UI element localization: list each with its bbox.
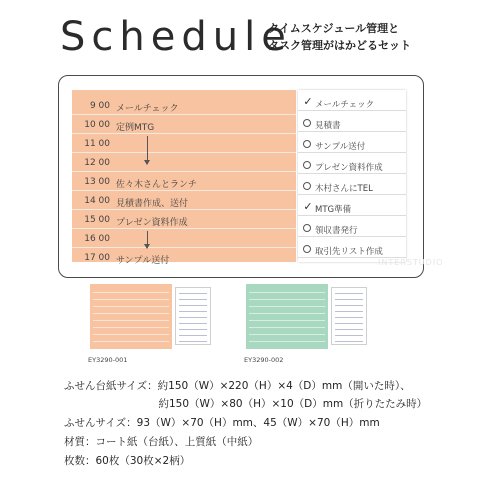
- page-title: Schedule: [60, 14, 292, 60]
- schedule-task: 定例MTG: [116, 123, 155, 133]
- product-thumbnail-green: [246, 284, 384, 349]
- circle-icon: [303, 182, 311, 190]
- product-thumbnail-orange: [90, 284, 228, 349]
- circle-icon: [303, 140, 311, 148]
- todo-text: 取引先リスト作成: [315, 247, 383, 257]
- schedule-time: 14 00: [84, 196, 110, 206]
- todo-item: [298, 241, 406, 258]
- schedule-row: [72, 210, 296, 229]
- arrow-down-icon: [147, 231, 148, 248]
- spec-line: 枚数：60枚（30枚×2柄）: [64, 455, 191, 467]
- schedule-row: [72, 191, 296, 210]
- watermark: INTERSTUDIO: [378, 258, 444, 267]
- circle-icon: [303, 161, 311, 169]
- todo-item: [298, 220, 406, 237]
- todo-item: [298, 178, 406, 195]
- schedule-row: [72, 172, 296, 191]
- spec-line: ふせんサイズ：93（W）×70（H）mm、45（W）×70（H）mm: [64, 417, 380, 429]
- schedule-time: 10 00: [84, 120, 110, 130]
- orange-note-sheet: [90, 284, 172, 349]
- white-note-pad: [175, 287, 211, 345]
- schedule-time: 16 00: [84, 234, 110, 244]
- schedule-task: 佐々木さんとランチ: [116, 180, 198, 190]
- todo-text: サンプル送付: [315, 142, 366, 152]
- todo-item: [298, 115, 406, 132]
- check-icon: ✓: [303, 95, 313, 108]
- schedule-row: [72, 115, 296, 134]
- schedule-task: 見積書作成、送付: [116, 199, 189, 209]
- schedule-note: [72, 90, 296, 266]
- circle-icon: [303, 119, 311, 127]
- schedule-time: 12 00: [84, 158, 110, 168]
- schedule-time: 11 00: [84, 139, 110, 149]
- circle-icon: [303, 245, 311, 253]
- schedule-task: サンプル送付: [116, 256, 170, 266]
- todo-item: [298, 199, 406, 216]
- spec-line: 約150（W）×80（H）×10（D）mm（折りたたみ時）: [64, 398, 428, 410]
- todo-text: 見積書: [315, 121, 341, 131]
- schedule-time: 15 00: [84, 215, 110, 225]
- schedule-row: [72, 153, 296, 172]
- todo-text: プレゼン資料作成: [315, 163, 383, 173]
- todo-note: [298, 90, 406, 262]
- product-code: EY3290-002: [244, 356, 284, 364]
- schedule-row: [72, 229, 296, 248]
- todo-item: [298, 94, 406, 111]
- todo-item: [298, 157, 406, 174]
- arrow-down-icon: [147, 136, 148, 164]
- circle-icon: [303, 224, 311, 232]
- schedule-task: メールチェック: [116, 104, 179, 114]
- schedule-row: [72, 134, 296, 153]
- check-icon: ✓: [303, 200, 313, 213]
- schedule-time: 9 00: [89, 101, 110, 111]
- todo-text: 領収書発行: [315, 226, 358, 236]
- schedule-task: プレゼン資料作成: [116, 218, 188, 228]
- todo-text: MTG準備: [315, 205, 352, 215]
- schedule-row: [72, 96, 296, 115]
- spec-line: 材質：コート紙（台紙）、上質紙（中紙）: [64, 436, 259, 448]
- todo-text: メールチェック: [315, 100, 375, 110]
- white-note-pad: [331, 287, 367, 345]
- todo-item: [298, 136, 406, 153]
- spec-line: ふせん台紙サイズ：約150（W）×220（H）×4（D）mm（開いた時）、: [64, 380, 411, 392]
- schedule-row: [72, 248, 296, 267]
- green-note-sheet: [246, 284, 328, 349]
- todo-text: 木村さんにTEL: [315, 184, 373, 194]
- schedule-time: 13 00: [84, 177, 110, 187]
- page-subtitle: タイムスケジュール管理と タスク管理がはかどるセット: [268, 22, 411, 52]
- product-code: EY3290-001: [88, 356, 128, 364]
- schedule-time: 17 00: [84, 253, 110, 263]
